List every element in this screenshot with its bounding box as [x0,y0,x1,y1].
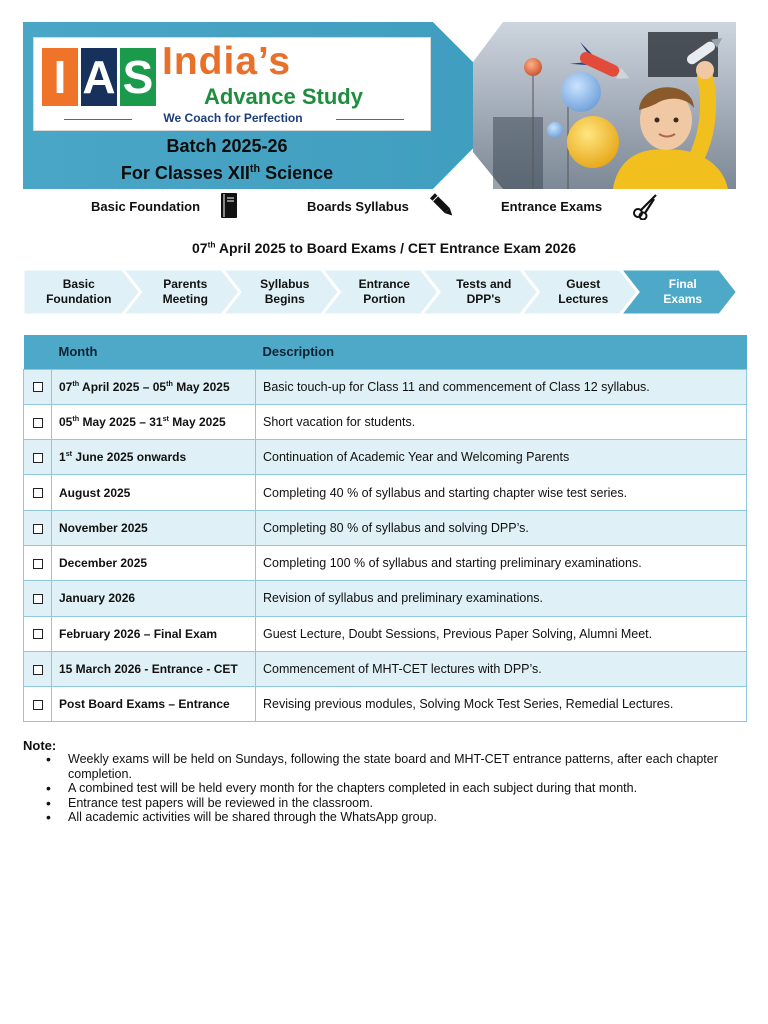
description-cell: Short vacation for students. [256,404,747,439]
description-cell: Completing 80 % of syllabus and solving DPP’s. [256,510,747,545]
feature-boards-syllabus [307,191,455,221]
note-item: • Weekly exams will be held on Sundays, following the state board and MHT-CET entrance patterns, after each chapter completion. [68,752,738,781]
table-row [24,616,747,651]
table-row [24,545,747,580]
tagline: We Coach for Perfection [163,111,303,125]
month-text: June 2025 onwards [72,450,187,465]
table-row [24,475,747,510]
checkbox[interactable] [33,453,43,463]
feature-basic-foundation [91,191,242,221]
checkbox[interactable] [33,594,43,604]
table-row [24,651,747,686]
month-cell [52,510,256,545]
feature-entrance-exams [501,191,658,221]
process-step [23,269,141,315]
process-steps [23,269,743,315]
scissors-icon [632,192,658,220]
description-cell: Revising previous modules, Solving Mock Test Series, Remedial Lectures. [256,687,747,722]
logo-letter-i: I [42,48,78,106]
month-text: 05 [59,414,73,429]
month-cell [52,404,256,439]
header-banner [23,22,736,189]
month-cell [52,581,256,616]
checkbox-cell [24,651,52,686]
description-cell: Basic touch-up for Class 11 and commencement of Class 12 syllabus. [256,369,747,404]
month-text: May 2025 [172,379,230,394]
note-title: Note: [23,738,57,753]
brand-name: India’s [162,40,292,83]
process-step [123,269,241,315]
month-cell [52,440,256,475]
checkbox[interactable] [33,382,43,392]
checkbox-cell [24,616,52,651]
month-text: 1 [59,450,66,465]
checkbox-cell [24,581,52,616]
brand-subtitle: Advance Study [204,84,363,109]
process-step-label: Final [668,277,697,291]
month-cell [52,369,256,404]
month-cell [52,616,256,651]
ordinal-suffix: th [72,378,80,388]
note-item: • Entrance test papers will be reviewed in the classroom. [68,796,738,811]
ordinal-suffix: th [166,378,173,388]
table-row [24,404,747,439]
process-step-label: Portion [363,292,406,306]
schedule-body [24,369,747,722]
month-text: 07 [59,379,73,394]
checkbox[interactable] [33,665,43,675]
table-row [24,440,747,475]
classes-sup: th [249,163,261,175]
table-row [24,369,747,404]
process-step-label: Guest [566,277,601,291]
process-step-label: Entrance [358,277,410,291]
process-step [322,269,440,315]
batch-title: Batch 2025-26 [166,136,288,156]
month-cell [52,475,256,510]
process-step-label: Syllabus [260,277,310,291]
classes-prefix: For Classes XII [120,163,250,183]
checkbox[interactable] [33,629,43,639]
ordinal-suffix: st [162,413,169,423]
table-header-row [24,335,747,369]
table-row [24,581,747,616]
date-rest: April 2025 to Board Exams / CET Entrance Exam 2026 [215,240,576,256]
description-cell: Revision of syllabus and preliminary examinations. [256,581,747,616]
process-step-label: Begins [264,292,305,306]
logo-letter-s: S [120,48,156,106]
feature-label: Boards Syllabus [307,198,409,214]
checkbox-cell [24,545,52,580]
checkbox[interactable] [33,418,43,428]
process-step [620,269,738,315]
classes-suffix: Science [260,163,334,183]
date-sup: th [207,239,216,250]
month-cell [52,687,256,722]
description-cell: Continuation of Academic Year and Welcoming Parents [256,440,747,475]
month-text: 15 March 2026 - Entrance - CET [59,662,238,677]
header-month: Month [52,335,256,369]
note-item: • A combined test will be held every month for the chapters completed in each subject during that month. [68,781,738,796]
month-text: Post Board Exams – Entrance [59,697,230,712]
process-step [521,269,639,315]
table-row [24,510,747,545]
month-text: December 2025 [59,556,148,571]
month-text: February 2026 – Final Exam [59,626,218,641]
header-description: Description [256,335,747,369]
notes-list [68,752,738,825]
process-step-label: Lectures [558,292,609,306]
checkbox-cell [24,440,52,475]
process-step [421,269,539,315]
checkbox-cell [24,404,52,439]
checkbox[interactable] [33,700,43,710]
process-step-label: Foundation [46,292,112,306]
date-range-heading [0,240,768,256]
book-icon [216,192,242,220]
ias-logo [33,37,431,131]
child-space-photo [473,22,736,189]
description-cell: Completing 40 % of syllabus and starting chapter wise test series. [256,475,747,510]
process-step-label: DPP's [466,292,501,306]
month-cell [52,651,256,686]
process-step [222,269,340,315]
checkbox-cell [24,687,52,722]
month-text: May 2025 – 31 [79,414,163,429]
feature-label: Basic Foundation [91,198,201,214]
pencil-icon [429,192,455,220]
checkbox-cell [24,510,52,545]
feature-label: Entrance Exams [501,198,603,214]
process-step-label: Meeting [162,292,208,306]
schedule-table [23,335,747,722]
checkbox[interactable] [33,559,43,569]
process-step-label: Basic [62,277,95,291]
month-text: April 2025 – 05 [79,379,167,394]
month-text: August 2025 [59,485,131,500]
process-step-label: Exams [663,292,703,306]
date-day: 07 [191,240,208,256]
month-cell [52,545,256,580]
ordinal-suffix: st [65,449,73,459]
checkbox[interactable] [33,488,43,498]
month-text: May 2025 [168,414,226,429]
month-text: November 2025 [59,520,148,535]
description-cell: Guest Lecture, Doubt Sessions, Previous Paper Solving, Alumni Meet. [256,616,747,651]
month-text: January 2026 [59,591,136,606]
process-step-label: Tests and [456,277,512,291]
description-cell: Commencement of MHT-CET lectures with DPP’s. [256,651,747,686]
note-item: • All academic activities will be shared through the WhatsApp group. [68,810,738,825]
checkbox-cell [24,475,52,510]
classes-title [23,163,431,184]
logo-letter-a: A [81,48,117,106]
table-row [24,687,747,722]
checkbox[interactable] [33,524,43,534]
process-step-label: Parents [163,277,208,291]
header-checkbox-cell [24,335,52,369]
description-cell: Completing 100 % of syllabus and starting preliminary examinations. [256,545,747,580]
ordinal-suffix: th [72,413,80,423]
checkbox-cell [24,369,52,404]
